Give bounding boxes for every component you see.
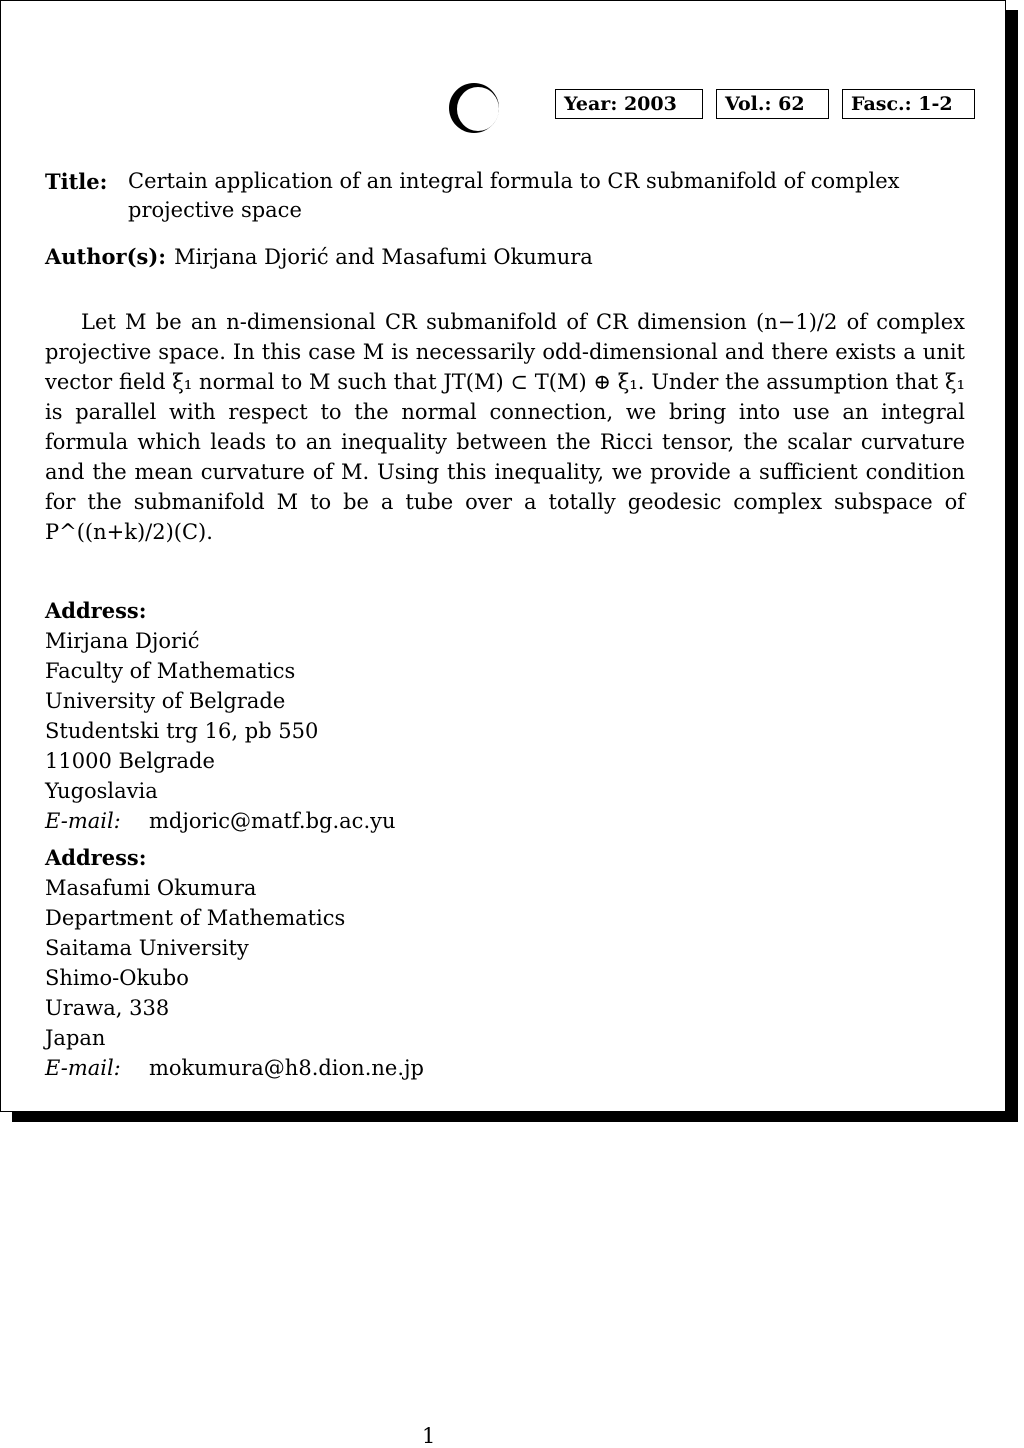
year-box: Year: 2003 — [555, 89, 703, 119]
address-block-2 — [45, 843, 645, 1083]
email-address[interactable]: mdjoric@matf.bg.ac.yu — [149, 809, 396, 833]
authors-label: Author(s): — [45, 244, 167, 269]
page-number: 1 — [422, 1424, 436, 1448]
abstract: Let M be an n-dimensional CR submanifold of CR dimension (n−1)/2 of complex projective space. In this case M is necessarily odd-dimensional and there exists a unit vector field ξ₁ normal to M such that JT(M) ⊂ T(M) ⊕ ξ₁. Under the assumption that ξ₁ is parallel with respect to the normal connection, we bring into use an integral formula which leads to an inequality between the Ricci tensor, the scalar curvature and the mean curvature of M. Using this inequality, we provide a sufficient condition for the submanifold M to be a tube over a totally geodesic complex subspace of P^((n+k)/2)(C). — [45, 310, 965, 544]
email-row — [45, 1053, 645, 1083]
address-line: Mirjana Djorić — [45, 629, 200, 653]
title-label: Title: — [45, 169, 108, 194]
email-address[interactable]: mokumura@h8.dion.ne.jp — [149, 1056, 424, 1080]
address-line: Shimo-Okubo — [45, 966, 189, 990]
address-line: Urawa, 338 — [45, 996, 170, 1020]
address-line: Studentski trg 16, pb 550 — [45, 719, 319, 743]
crescent-logo-icon — [447, 81, 501, 135]
address-line: Saitama University — [45, 936, 249, 960]
address-line: University of Belgrade — [45, 689, 286, 713]
authors-row — [45, 242, 969, 272]
paper-title: Certain application of an integral formula to CR submanifold of complex projective space — [128, 169, 900, 222]
address-line: Department of Mathematics — [45, 906, 346, 930]
fascicle-box: Fasc.: 1-2 — [842, 89, 975, 119]
address-heading: Address: — [45, 845, 147, 870]
address-line: Yugoslavia — [45, 779, 158, 803]
address-line: Masafumi Okumura — [45, 876, 257, 900]
volume-box: Vol.: 62 — [716, 89, 829, 119]
authors-text: Mirjana Djorić and Masafumi Okumura — [174, 245, 593, 269]
address-heading: Address: — [45, 598, 147, 623]
address-line: Japan — [45, 1026, 106, 1050]
address-line: Faculty of Mathematics — [45, 659, 296, 683]
email-label: E-mail: — [45, 1056, 121, 1080]
email-row — [45, 806, 645, 836]
title-row — [45, 167, 969, 225]
email-label: E-mail: — [45, 809, 121, 833]
address-block-1 — [45, 596, 645, 836]
address-line: 11000 Belgrade — [45, 749, 215, 773]
